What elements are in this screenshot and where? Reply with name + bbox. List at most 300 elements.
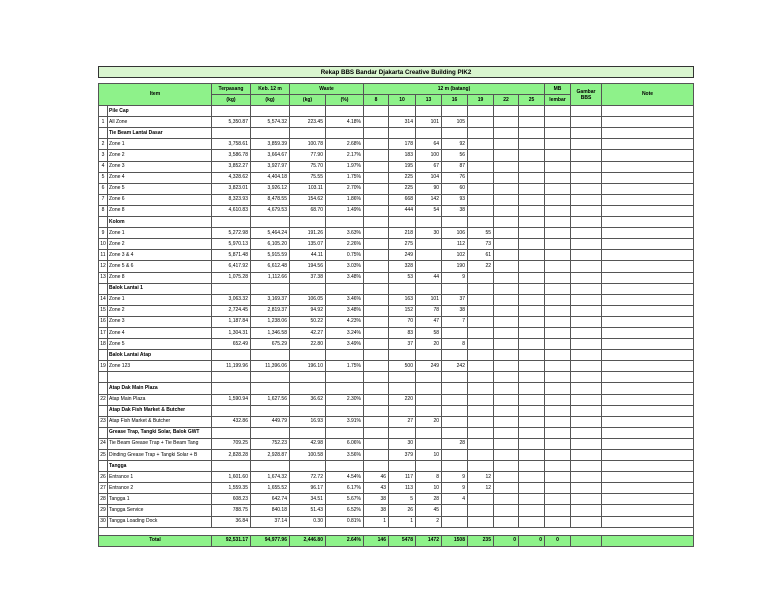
row-mb bbox=[545, 228, 571, 239]
table-row bbox=[99, 239, 694, 250]
row-gambar bbox=[571, 505, 602, 516]
row-number: 24 bbox=[99, 438, 108, 449]
empty-cell bbox=[416, 372, 442, 383]
row-diameter-count bbox=[519, 161, 545, 172]
row-terpasang: 1,601.60 bbox=[212, 472, 251, 483]
row-note bbox=[602, 294, 694, 305]
row-note bbox=[602, 183, 694, 194]
row-waste-pct: 3.46% bbox=[326, 294, 364, 305]
empty-cell bbox=[468, 461, 494, 472]
table-row bbox=[99, 205, 694, 216]
row-diameter-count: 9 bbox=[442, 483, 468, 494]
row-diameter-count bbox=[468, 139, 494, 150]
row-diameter-count bbox=[364, 250, 389, 261]
row-gambar bbox=[571, 339, 602, 350]
row-item-name: Zone 1 bbox=[108, 294, 212, 305]
row-waste-pct: 0.75% bbox=[326, 250, 364, 261]
empty-cell bbox=[468, 350, 494, 361]
empty-cell bbox=[251, 461, 290, 472]
section-row bbox=[99, 106, 694, 117]
section-label: Kolom bbox=[108, 217, 212, 228]
row-waste-pct: 2.30% bbox=[326, 394, 364, 405]
row-waste-pct: 3.03% bbox=[326, 261, 364, 272]
row-waste-pct: 3.48% bbox=[326, 272, 364, 283]
empty-cell bbox=[545, 350, 571, 361]
row-waste-kg: 42.98 bbox=[290, 438, 326, 449]
row-keb: 752.23 bbox=[251, 438, 290, 449]
empty-cell bbox=[519, 217, 545, 228]
empty-cell bbox=[326, 405, 364, 416]
empty-cell bbox=[494, 106, 519, 117]
row-note bbox=[602, 394, 694, 405]
row-gambar bbox=[571, 516, 602, 527]
row-waste-kg: 77.90 bbox=[290, 150, 326, 161]
row-note bbox=[602, 228, 694, 239]
row-gambar bbox=[571, 139, 602, 150]
row-gambar bbox=[571, 183, 602, 194]
empty-cell bbox=[364, 383, 389, 394]
row-item-name: Zone 4 bbox=[108, 327, 212, 338]
header-mb: MB bbox=[545, 84, 571, 95]
empty-cell bbox=[212, 106, 251, 117]
empty-cell bbox=[416, 405, 442, 416]
row-diameter-count: 225 bbox=[389, 172, 416, 183]
row-diameter-count: 28 bbox=[442, 438, 468, 449]
row-item-name: Zone 2 bbox=[108, 305, 212, 316]
row-waste-pct: 3.24% bbox=[326, 327, 364, 338]
empty-cell bbox=[326, 128, 364, 139]
empty-cell bbox=[494, 128, 519, 139]
row-diameter-count: 117 bbox=[389, 472, 416, 483]
row-diameter-count bbox=[364, 327, 389, 338]
row-diameter-count bbox=[364, 272, 389, 283]
empty-cell bbox=[326, 461, 364, 472]
row-diameter-count: 76 bbox=[442, 172, 468, 183]
row-waste-pct: 6.17% bbox=[326, 483, 364, 494]
row-diameter-count: 43 bbox=[364, 483, 389, 494]
empty-cell bbox=[389, 461, 416, 472]
empty-cell bbox=[290, 405, 326, 416]
row-diameter-count bbox=[519, 361, 545, 372]
empty-cell bbox=[571, 427, 602, 438]
table-row bbox=[99, 172, 694, 183]
row-diameter-count: 56 bbox=[442, 150, 468, 161]
row-diameter-count bbox=[364, 161, 389, 172]
unit-lembar: lembar bbox=[545, 95, 571, 106]
header-gambar: Gambar BBS bbox=[571, 84, 602, 106]
row-diameter-count bbox=[364, 228, 389, 239]
row-keb: 3,169.37 bbox=[251, 294, 290, 305]
section-spacer bbox=[99, 106, 108, 117]
row-diameter-count bbox=[494, 272, 519, 283]
row-waste-pct: 4.18% bbox=[326, 117, 364, 128]
row-diameter-count: 218 bbox=[389, 228, 416, 239]
total-d8: 146 bbox=[364, 535, 389, 546]
total-gambar bbox=[571, 535, 602, 546]
row-diameter-count bbox=[416, 394, 442, 405]
empty-cell bbox=[364, 372, 389, 383]
row-waste-kg: 135.07 bbox=[290, 239, 326, 250]
diameter-25: 25 bbox=[519, 95, 545, 106]
row-terpasang: 432.86 bbox=[212, 416, 251, 427]
empty-cell bbox=[251, 217, 290, 228]
row-diameter-count bbox=[468, 450, 494, 461]
empty-cell bbox=[99, 372, 108, 383]
empty-cell bbox=[602, 217, 694, 228]
empty-cell bbox=[468, 283, 494, 294]
section-row bbox=[99, 350, 694, 361]
row-waste-pct: 3.56% bbox=[326, 450, 364, 461]
row-gambar bbox=[571, 450, 602, 461]
row-diameter-count bbox=[468, 339, 494, 350]
row-waste-pct: 3.63% bbox=[326, 228, 364, 239]
row-diameter-count bbox=[494, 472, 519, 483]
row-keb: 4,404.18 bbox=[251, 172, 290, 183]
row-diameter-count bbox=[364, 205, 389, 216]
row-waste-kg: 196.10 bbox=[290, 361, 326, 372]
empty-cell bbox=[416, 383, 442, 394]
row-diameter-count: 112 bbox=[442, 239, 468, 250]
row-mb bbox=[545, 483, 571, 494]
row-waste-kg: 37.38 bbox=[290, 272, 326, 283]
row-mb bbox=[545, 394, 571, 405]
row-number: 19 bbox=[99, 361, 108, 372]
row-note bbox=[602, 194, 694, 205]
row-gambar bbox=[571, 483, 602, 494]
row-item-name: Zone 5 & 6 bbox=[108, 261, 212, 272]
row-terpasang: 6,417.92 bbox=[212, 261, 251, 272]
empty-cell bbox=[326, 350, 364, 361]
row-number: 18 bbox=[99, 339, 108, 350]
row-terpasang: 4,610.83 bbox=[212, 205, 251, 216]
row-diameter-count: 67 bbox=[416, 161, 442, 172]
row-mb bbox=[545, 250, 571, 261]
row-diameter-count bbox=[364, 239, 389, 250]
row-waste-kg: 191.26 bbox=[290, 228, 326, 239]
row-note bbox=[602, 450, 694, 461]
section-spacer bbox=[99, 427, 108, 438]
row-diameter-count bbox=[494, 205, 519, 216]
row-keb: 3,926.12 bbox=[251, 183, 290, 194]
empty-cell bbox=[545, 106, 571, 117]
empty-cell bbox=[468, 106, 494, 117]
table-row bbox=[99, 438, 694, 449]
section-label: Pile Cap bbox=[108, 106, 212, 117]
total-row bbox=[99, 535, 694, 546]
row-keb: 840.18 bbox=[251, 505, 290, 516]
row-diameter-count bbox=[468, 294, 494, 305]
row-gambar bbox=[571, 205, 602, 216]
row-diameter-count: 105 bbox=[442, 117, 468, 128]
row-mb bbox=[545, 505, 571, 516]
row-item-name: Zone 123 bbox=[108, 361, 212, 372]
table-row bbox=[99, 505, 694, 516]
row-diameter-count bbox=[364, 438, 389, 449]
empty-cell bbox=[545, 372, 571, 383]
row-diameter-count: 55 bbox=[468, 228, 494, 239]
empty-cell bbox=[494, 383, 519, 394]
row-waste-pct: 2.26% bbox=[326, 239, 364, 250]
empty-cell bbox=[442, 350, 468, 361]
row-diameter-count: 45 bbox=[416, 505, 442, 516]
row-number: 6 bbox=[99, 183, 108, 194]
row-diameter-count: 30 bbox=[389, 438, 416, 449]
empty-cell bbox=[251, 372, 290, 383]
row-terpasang: 3,586.78 bbox=[212, 150, 251, 161]
table-row bbox=[99, 450, 694, 461]
section-row bbox=[99, 461, 694, 472]
row-diameter-count bbox=[494, 516, 519, 527]
row-number: 17 bbox=[99, 327, 108, 338]
row-note bbox=[602, 261, 694, 272]
row-number: 14 bbox=[99, 294, 108, 305]
row-diameter-count bbox=[364, 183, 389, 194]
row-keb: 642.74 bbox=[251, 494, 290, 505]
empty-cell bbox=[389, 372, 416, 383]
empty-cell bbox=[364, 461, 389, 472]
row-diameter-count bbox=[494, 505, 519, 516]
empty-cell bbox=[326, 106, 364, 117]
empty-cell bbox=[389, 405, 416, 416]
row-mb bbox=[545, 305, 571, 316]
row-waste-pct: 5.67% bbox=[326, 494, 364, 505]
empty-cell bbox=[290, 128, 326, 139]
row-diameter-count bbox=[416, 250, 442, 261]
row-diameter-count: 104 bbox=[416, 172, 442, 183]
empty-cell bbox=[442, 372, 468, 383]
empty-cell bbox=[442, 106, 468, 117]
empty-cell bbox=[571, 461, 602, 472]
row-mb bbox=[545, 194, 571, 205]
row-terpasang: 1,590.94 bbox=[212, 394, 251, 405]
table-row bbox=[99, 339, 694, 350]
section-spacer bbox=[99, 383, 108, 394]
table-row bbox=[99, 117, 694, 128]
diameter-19: 19 bbox=[468, 95, 494, 106]
row-diameter-count bbox=[364, 339, 389, 350]
row-mb bbox=[545, 450, 571, 461]
row-diameter-count: 195 bbox=[389, 161, 416, 172]
empty-cell bbox=[519, 350, 545, 361]
row-gambar bbox=[571, 361, 602, 372]
table-row bbox=[99, 150, 694, 161]
section-row bbox=[99, 128, 694, 139]
row-diameter-count bbox=[519, 183, 545, 194]
row-note bbox=[602, 416, 694, 427]
empty-cell bbox=[290, 383, 326, 394]
row-waste-kg: 75.55 bbox=[290, 172, 326, 183]
row-diameter-count bbox=[519, 239, 545, 250]
table-row bbox=[99, 161, 694, 172]
empty-cell bbox=[602, 427, 694, 438]
empty-cell bbox=[389, 217, 416, 228]
row-note bbox=[602, 172, 694, 183]
empty-cell bbox=[468, 405, 494, 416]
row-diameter-count bbox=[364, 450, 389, 461]
empty-cell bbox=[364, 283, 389, 294]
row-waste-kg: 16.93 bbox=[290, 416, 326, 427]
row-mb bbox=[545, 472, 571, 483]
row-diameter-count bbox=[468, 205, 494, 216]
row-waste-kg: 75.70 bbox=[290, 161, 326, 172]
unit-kg: (kg) bbox=[290, 95, 326, 106]
row-waste-pct: 4.23% bbox=[326, 316, 364, 327]
row-waste-pct: 2.70% bbox=[326, 183, 364, 194]
row-diameter-count bbox=[442, 394, 468, 405]
row-waste-kg: 34.51 bbox=[290, 494, 326, 505]
row-diameter-count: 78 bbox=[416, 305, 442, 316]
row-diameter-count: 10 bbox=[416, 450, 442, 461]
row-waste-kg: 50.22 bbox=[290, 316, 326, 327]
table-row bbox=[99, 261, 694, 272]
empty-cell bbox=[468, 217, 494, 228]
row-diameter-count: 44 bbox=[416, 272, 442, 283]
row-keb: 5,574.32 bbox=[251, 117, 290, 128]
row-keb: 1,238.06 bbox=[251, 316, 290, 327]
row-diameter-count: 38 bbox=[442, 305, 468, 316]
table-row bbox=[99, 483, 694, 494]
row-diameter-count bbox=[494, 394, 519, 405]
row-diameter-count bbox=[416, 261, 442, 272]
empty-cell bbox=[545, 461, 571, 472]
row-keb: 1,627.56 bbox=[251, 394, 290, 405]
row-note bbox=[602, 250, 694, 261]
row-keb: 3,859.39 bbox=[251, 139, 290, 150]
empty-cell bbox=[389, 128, 416, 139]
row-item-name: Atap Main Plaza bbox=[108, 394, 212, 405]
row-diameter-count bbox=[519, 316, 545, 327]
row-waste-pct: 0.81% bbox=[326, 516, 364, 527]
empty-cell bbox=[251, 128, 290, 139]
row-number: 16 bbox=[99, 316, 108, 327]
table-row bbox=[99, 361, 694, 372]
row-mb bbox=[545, 294, 571, 305]
row-mb bbox=[545, 327, 571, 338]
row-number: 8 bbox=[99, 205, 108, 216]
row-diameter-count bbox=[364, 305, 389, 316]
row-diameter-count bbox=[494, 494, 519, 505]
row-terpasang: 5,970.13 bbox=[212, 239, 251, 250]
row-diameter-count bbox=[442, 416, 468, 427]
row-number: 13 bbox=[99, 272, 108, 283]
empty-cell bbox=[416, 283, 442, 294]
row-note bbox=[602, 505, 694, 516]
table-row bbox=[99, 316, 694, 327]
row-item-name: All Zone bbox=[108, 117, 212, 128]
row-diameter-count bbox=[364, 261, 389, 272]
section-spacer bbox=[99, 283, 108, 294]
row-note bbox=[602, 472, 694, 483]
table-row bbox=[99, 305, 694, 316]
row-note bbox=[602, 361, 694, 372]
row-diameter-count bbox=[442, 505, 468, 516]
row-number: 22 bbox=[99, 394, 108, 405]
row-diameter-count bbox=[442, 450, 468, 461]
row-note bbox=[602, 339, 694, 350]
row-mb bbox=[545, 239, 571, 250]
empty-cell bbox=[389, 106, 416, 117]
row-diameter-count: 190 bbox=[442, 261, 468, 272]
table-row bbox=[99, 472, 694, 483]
row-diameter-count bbox=[519, 339, 545, 350]
row-number: 15 bbox=[99, 305, 108, 316]
empty-cell bbox=[571, 106, 602, 117]
row-mb bbox=[545, 416, 571, 427]
row-diameter-count bbox=[494, 117, 519, 128]
row-note bbox=[602, 305, 694, 316]
empty-cell bbox=[602, 128, 694, 139]
row-note bbox=[602, 494, 694, 505]
row-gambar bbox=[571, 294, 602, 305]
table-row bbox=[99, 272, 694, 283]
row-terpasang: 3,823.01 bbox=[212, 183, 251, 194]
empty-cell bbox=[442, 383, 468, 394]
empty-cell bbox=[212, 372, 251, 383]
row-diameter-count: 22 bbox=[468, 261, 494, 272]
row-gambar bbox=[571, 150, 602, 161]
row-diameter-count bbox=[494, 228, 519, 239]
empty-cell bbox=[545, 405, 571, 416]
row-diameter-count bbox=[468, 505, 494, 516]
row-diameter-count bbox=[468, 161, 494, 172]
row-diameter-count: 102 bbox=[442, 250, 468, 261]
header-note: Note bbox=[602, 84, 694, 106]
row-diameter-count bbox=[519, 483, 545, 494]
row-number: 23 bbox=[99, 416, 108, 427]
empty-cell bbox=[416, 427, 442, 438]
total-waste-kg: 2,446.80 bbox=[290, 535, 326, 546]
row-diameter-count: 314 bbox=[389, 117, 416, 128]
row-terpasang: 5,871.48 bbox=[212, 250, 251, 261]
row-gambar bbox=[571, 172, 602, 183]
row-gambar bbox=[571, 272, 602, 283]
table-row bbox=[99, 516, 694, 527]
section-label: Tie Beam Lantai Dasar bbox=[108, 128, 212, 139]
empty-cell bbox=[571, 217, 602, 228]
empty-cell bbox=[290, 427, 326, 438]
total-d10: 5478 bbox=[389, 535, 416, 546]
row-waste-pct: 1.49% bbox=[326, 205, 364, 216]
empty-cell bbox=[108, 372, 212, 383]
row-mb bbox=[545, 494, 571, 505]
section-label: Grease Trap, Tangki Solar, Balok GWT bbox=[108, 427, 212, 438]
empty-cell bbox=[290, 283, 326, 294]
row-diameter-count: 12 bbox=[468, 472, 494, 483]
total-note bbox=[602, 535, 694, 546]
row-waste-kg: 106.05 bbox=[290, 294, 326, 305]
section-label: Balok Lantai 1 bbox=[108, 283, 212, 294]
row-note bbox=[602, 150, 694, 161]
empty-cell bbox=[290, 106, 326, 117]
section-row bbox=[99, 383, 694, 394]
row-diameter-count bbox=[519, 250, 545, 261]
row-keb: 5,915.59 bbox=[251, 250, 290, 261]
empty-cell bbox=[602, 461, 694, 472]
row-waste-kg: 22.80 bbox=[290, 339, 326, 350]
row-diameter-count bbox=[364, 194, 389, 205]
row-diameter-count bbox=[494, 483, 519, 494]
empty-cell bbox=[442, 128, 468, 139]
empty-cell bbox=[545, 217, 571, 228]
row-number: 3 bbox=[99, 150, 108, 161]
row-diameter-count: 83 bbox=[389, 327, 416, 338]
table-row bbox=[99, 139, 694, 150]
row-terpasang: 1,559.35 bbox=[212, 483, 251, 494]
row-diameter-count: 7 bbox=[442, 316, 468, 327]
row-item-name: Zone 5 bbox=[108, 339, 212, 350]
row-diameter-count: 275 bbox=[389, 239, 416, 250]
empty-cell bbox=[519, 128, 545, 139]
